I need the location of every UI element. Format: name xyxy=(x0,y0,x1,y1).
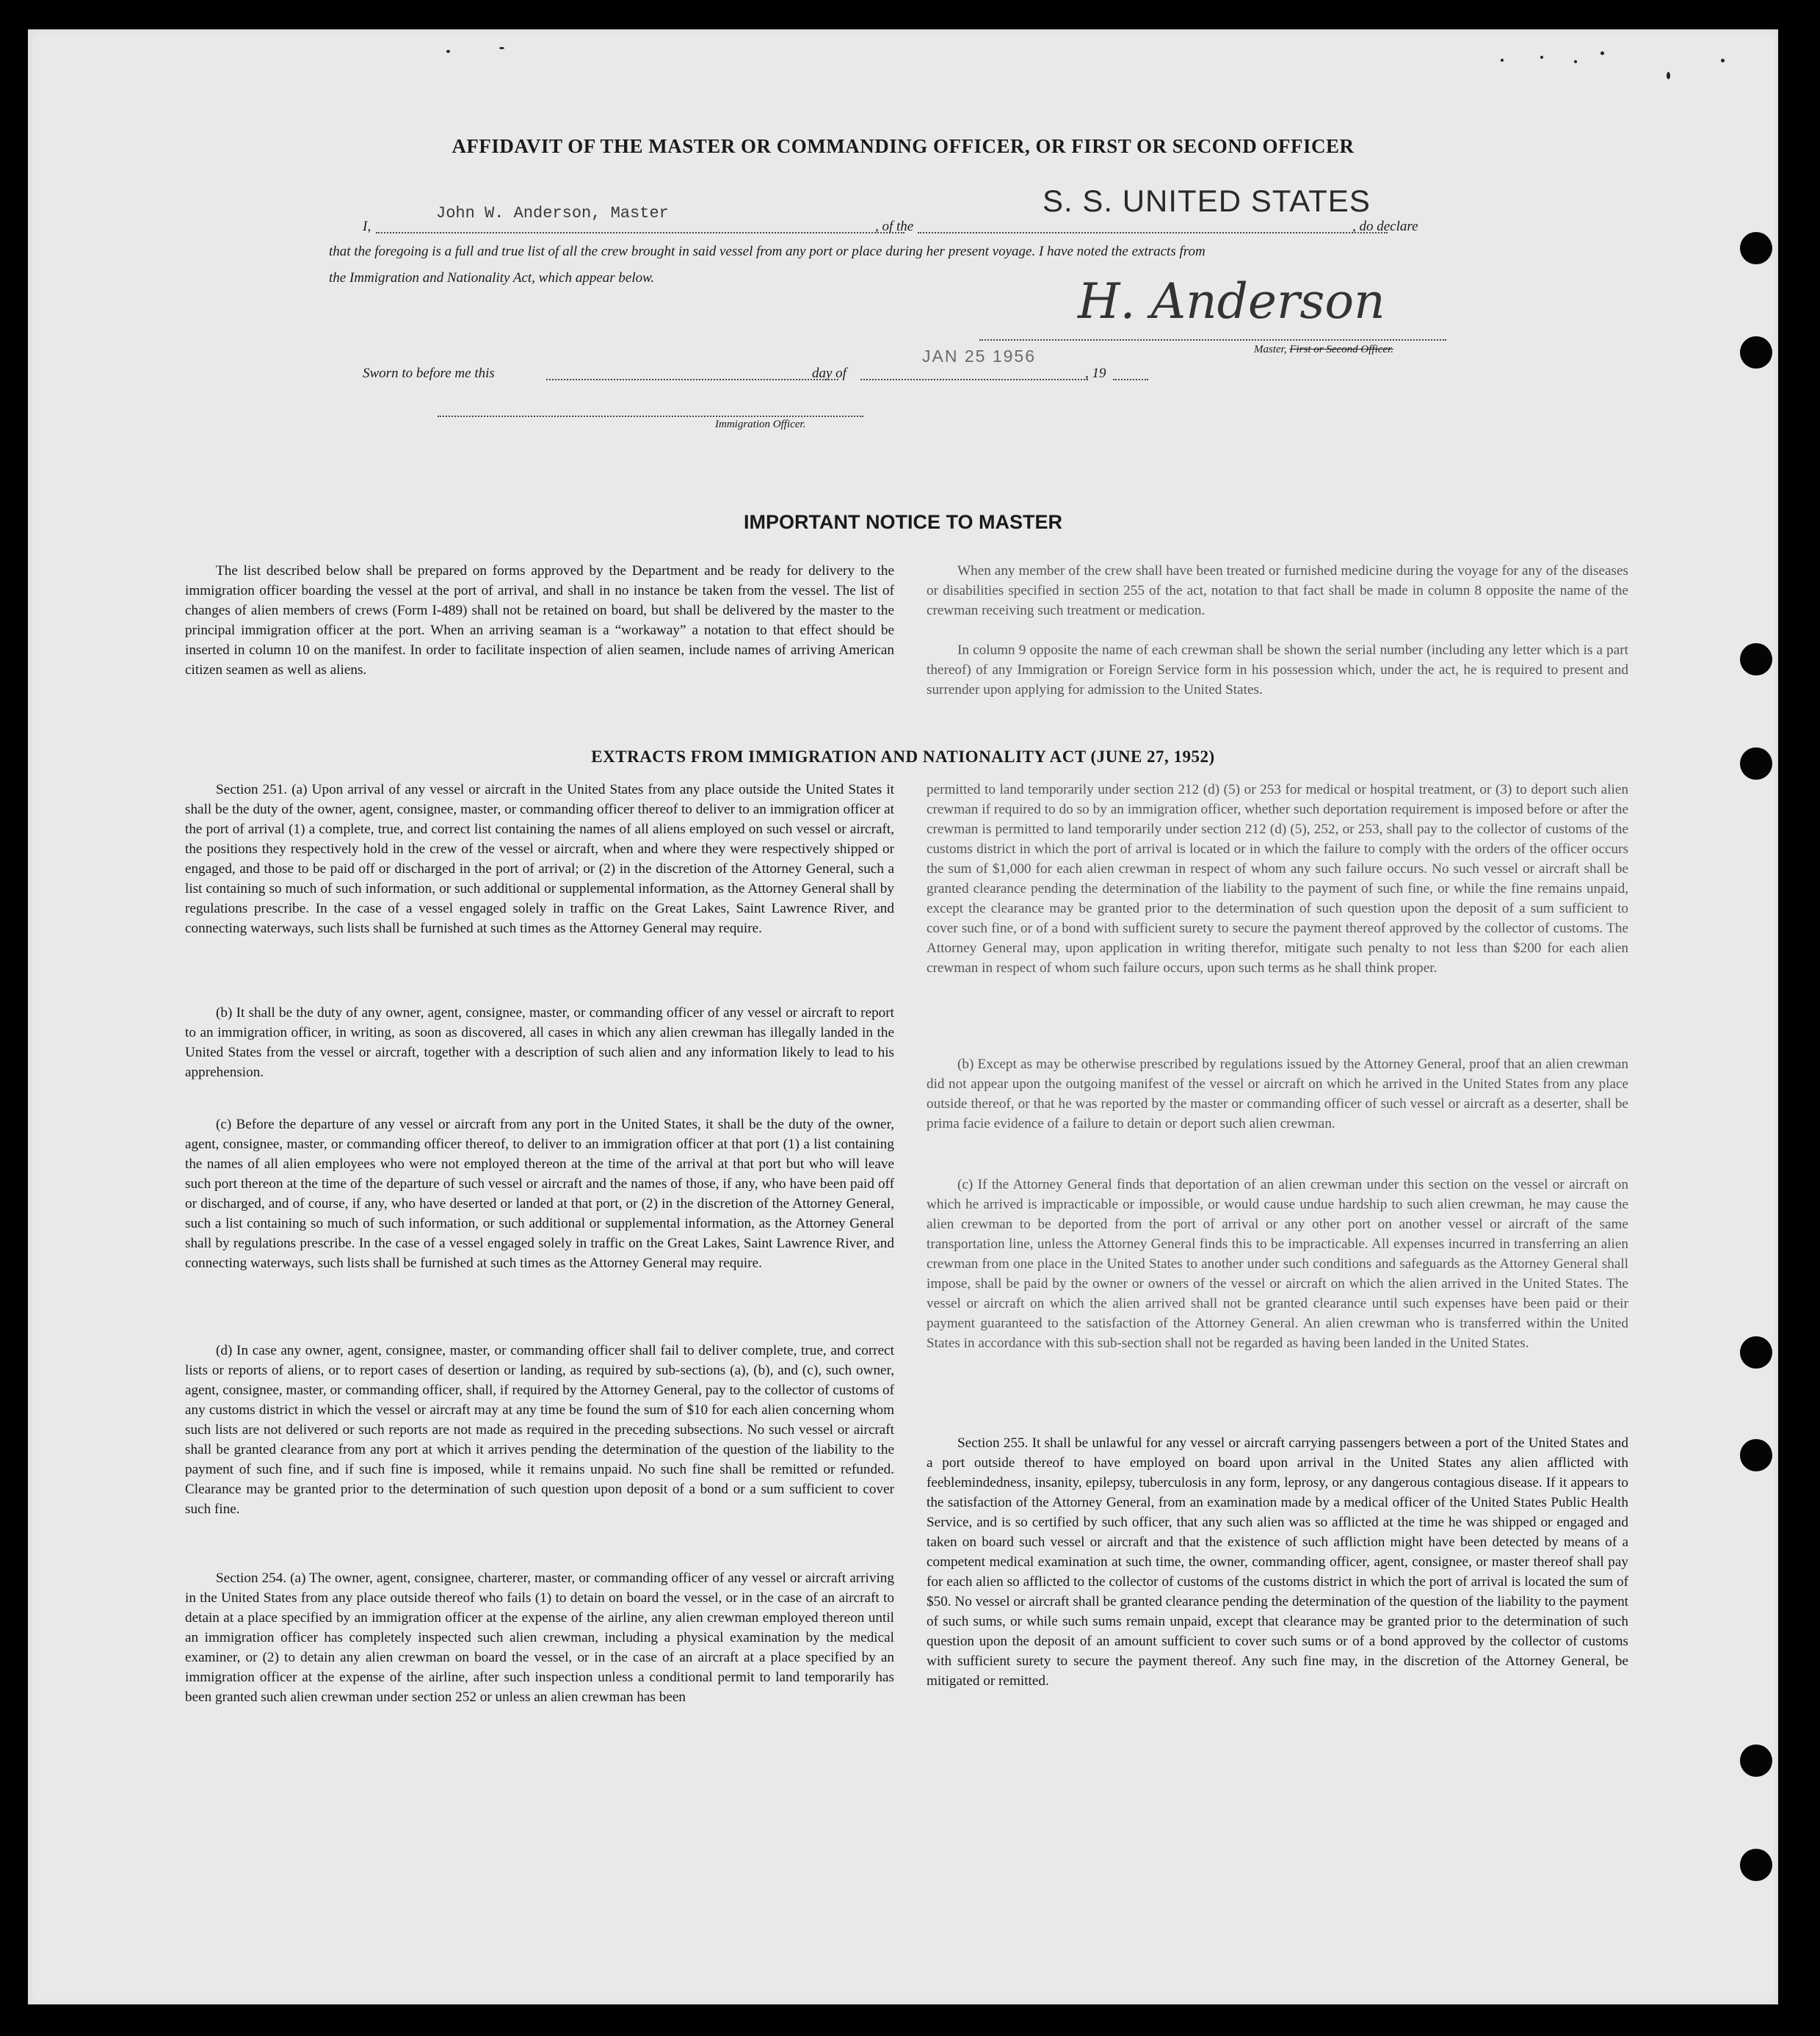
scan-speck xyxy=(1540,56,1543,59)
of-the-label: , of the xyxy=(875,219,914,234)
notice-right-paragraph-1: When any member of the crew shall have been treated or furnished medicine during the voyage for any of the diseases or disabilities specified in section 255 of the act, notation to that fact shall be made in column 8 opposite the name of the crewman receiving such treatment or medication. xyxy=(927,563,1628,618)
section-254-a: Section 254. (a) The owner, agent, consignee, charterer, master, or commanding officer of any vessel or aircraft arriving in the United States from any place outside thereof who fails (1) to detain on board the vessel, or in the case of an aircraft to detain at a place specified by an immigration officer at the expense of the airline, any alien crewman employed thereon until an immigration officer has completely inspected such alien crewman, including a physical examination by the medical examiner, or (2) to detain any alien crewman on board the vessel, or in the case of an aircraft at a place specified by an immigration officer at the expense of the airline, after such inspection unless a conditional permit to land temporarily has been granted such alien crewman under section 252 or unless an alien crewman has been xyxy=(185,1571,894,1705)
day-of-label: day of xyxy=(812,366,846,381)
section-254-c: (c) If the Attorney General finds that deportation of an alien crewman under this section on the vessel or aircraft on which he arrived is impracticable or impossible, or would cause undue hardship to such alien crewman, he may cause the alien crewman to be deported from the port of arrival or any other port on another vessel or aircraft of the same transportation line, unless the Attorney General finds this to be impracticable. All expenses incurred in transferring an alien crewman from one place in the United States to another under such conditions and safeguards as the Attorney General shall impose, shall be paid by the owner or owners of the vessel or aircraft on which the alien arrived in the United States. The vessel or aircraft on which the alien arrived shall not be granted clearance until such expenses have been paid or their payment guaranteed to the satisfaction of the Attorney General. An alien crewman who is transferred within the United States in accordance with this sub-section shall not be regarded as having been landed in the United States. xyxy=(927,1177,1628,1351)
date-stamp: JAN 25 1956 xyxy=(922,347,1036,366)
section-251-b: (b) It shall be the duty of any owner, agent, consignee, master, or commanding officer of any vessel or aircraft to report to an immigration officer, in writing, as soon as discovered, all cases in which any alien crewman has illegally landed in the United States from the vessel or aircraft, together with a description of such alien and any information likely to lead to his apprehension. xyxy=(185,1005,894,1080)
punch-hole xyxy=(1740,1849,1772,1881)
statement-line-2: the Immigration and Nationality Act, which appear below. xyxy=(329,270,655,286)
scan-speck xyxy=(1600,51,1604,55)
declarant-line xyxy=(376,232,904,233)
i-label: I, xyxy=(363,219,371,234)
notice-title: IMPORTANT NOTICE TO MASTER xyxy=(744,511,1062,533)
scan-speck xyxy=(1574,60,1577,63)
scan-speck xyxy=(1721,59,1725,62)
document-page xyxy=(28,29,1778,2004)
declarant-name: John W. Anderson, Master xyxy=(436,204,669,222)
caption-master: Master, xyxy=(1254,344,1287,355)
scan-speck xyxy=(1667,72,1670,79)
punch-hole xyxy=(1740,1336,1772,1369)
notice-left-paragraph: The list described below shall be prepared on forms approved by the Department and be ready for delivery to the immigration officer boarding the vessel at the port of arrival, and shall in no instance be taken from the vessel. The list of changes of alien members of crews (Form I-489) shall not be retained on board, but shall be delivered by the master to the principal immigration officer at the port. When an arriving seaman is a “workaway” a notation to that effect should be inserted in column 10 on the manifest. In order to facilitate inspection of alien seamen, include names of arriving American citizen seamen as well as aliens. xyxy=(185,563,894,678)
vessel-name: S. S. UNITED STATES xyxy=(1043,184,1371,218)
punch-hole xyxy=(1740,232,1772,264)
vessel-line xyxy=(918,232,1388,233)
punch-hole xyxy=(1740,1745,1772,1777)
section-251-c: (c) Before the departure of any vessel or aircraft from any port in the United States, it shall be the duty of the owner, agent, consignee, master, or commanding officer thereof, to deliver to an immigration officer at that port (1) a list containing the names of all alien employees who were not employed thereon at the time of the arrival at that port but who will leave such port thereon at the time of the departure of such vessel or aircraft and the names of those, if any, who have been paid off or discharged, and of course, if any, who have deserted or landed at that port, or (2) in the discretion of the Attorney General, such a list containing so much of such information, or such additional or supplemental information, as the Attorney General shall by regulations prescribe. In the case of a vessel engaged solely in traffic on the Great Lakes, Saint Lawrence River, and connecting waterways, such lists shall be furnished at such times as the Attorney General may require. xyxy=(185,1117,894,1271)
section-251-a: Section 251. (a) Upon arrival of any vessel or aircraft in the United States from any place outside the United States it shall be the duty of the owner, agent, consignee, master, or commanding officer thereof to deliver to an immigration officer at the port of arrival (1) a complete, true, and correct list containing the names of all aliens employed on such vessel or aircraft, the positions they respectively hold in the crew of the vessel or aircraft, when and where they were respectively shipped or engaged, and those to be paid off or discharged in the port of arrival; or (2) in the discretion of the Attorney General, such a list containing so much of such information, or such additional or supplemental information, as the Attorney General shall by regulations prescribe. In the case of a vessel engaged solely in traffic on the Great Lakes, Saint Lawrence River, and connecting waterways, such lists shall be furnished at such times as the Attorney General may require. xyxy=(185,782,894,936)
section-254-b: (b) Except as may be otherwise prescribed by regulations issued by the Attorney General, proof that an alien crewman did not appear upon the outgoing manifest of the vessel or aircraft on which he arrived in the United States from any place outside thereof, or that he was reported by the master or commanding officer of such vessel or aircraft as a deserter, shall be prima facie evidence of a failure to detain or deport such alien crewman. xyxy=(927,1057,1628,1131)
statement-line-1: that the foregoing is a full and true list of all the crew brought in said vessel from any port or place during her present voyage. I have noted the extracts from xyxy=(329,244,1206,259)
section-251-d: (d) In case any owner, agent, consignee, master, or commanding officer shall fail to deliver complete, true, and correct lists or reports of aliens, or to report cases of desertion or landing, as required by sub-sections (a), (b), and (c), such owner, agent, consignee, master, or commanding officer, shall, if required by the Attorney General, pay to the collector of customs of any customs district in which the vessel or aircraft may at any time be found the sum of $10 for each alien concerning whom such lists are not delivered or such reports are not made as required in the preceding subsections. No such vessel or aircraft shall be granted clearance from any port at which it arrives pending the determination of the question of the liability to the payment of such fine, and if such fine is imposed, while it remains unpaid. No such fine shall be remitted or refunded. Clearance may be granted prior to the determination of such question upon deposit of a bond or a sum sufficient to cover such fine. xyxy=(185,1343,894,1517)
year-prefix: , 19 xyxy=(1085,366,1106,381)
sworn-day-line xyxy=(546,379,838,380)
immigration-officer-line xyxy=(438,416,863,417)
notice-right-paragraph-2: In column 9 opposite the name of each crewman shall be shown the serial number (including any letter which is a part thereof) of any Immigration or Foreign Service form in his possession which, under the act, he is required to present and surrender upon applying for admission to the United States. xyxy=(927,642,1628,698)
affidavit-title: AFFIDAVIT OF THE MASTER OR COMMANDING OFFICER, OR FIRST OR SECOND OFFICER xyxy=(452,135,1355,157)
signature-caption xyxy=(1254,344,1393,356)
caption-struck-officer: First or Second Officer. xyxy=(1289,344,1393,355)
signature-line xyxy=(979,339,1446,341)
punch-hole xyxy=(1740,643,1772,675)
do-declare-label: , do declare xyxy=(1352,219,1418,234)
scan-speck xyxy=(499,47,504,49)
sworn-label: Sworn to before me this xyxy=(363,366,495,381)
extracts-title: EXTRACTS FROM IMMIGRATION AND NATIONALITY ACT (JUNE 27, 1952) xyxy=(591,747,1215,766)
master-signature: H. Anderson xyxy=(1078,273,1385,330)
punch-hole xyxy=(1740,1439,1772,1471)
section-255: Section 255. It shall be unlawful for any vessel or aircraft carrying passengers between a port of the United States and a port outside thereof to have employed on board upon arrival in the United States any alien afflicted with feeblemindedness, insanity, epilepsy, tuberculosis in any form, leprosy, or any dangerous contagious disease. If it appears to the satisfaction of the Attorney General, from an examination made by a medical officer of the United States Public Health Service, and is so certified by such officer, that any such alien was so afflicted at the time he was shipped or engaged and taken on board such vessel or aircraft and that the existence of such affliction might have been detected by means of a competent medical examination at such time, the owner, commanding officer, agent, consignee, or master thereof shall pay for each alien so afflicted to the collector of customs of the customs district in which the port of arrival is located the sum of $50. No vessel or aircraft shall be granted clearance pending the determination of the question of the liability to the payment of such sums, or while such sums remain unpaid, except that clearance may be granted prior to the determination of such question upon the deposit of an amount sufficient to cover such sums or of a bond approved by the collector of customs with sufficient surety to secure the payment thereof. Any such fine may, in the discretion of the Attorney General, be mitigated or remitted. xyxy=(927,1435,1628,1689)
section-254-a-continued: permitted to land temporarily under section 212 (d) (5) or 253 for medical or hospital treatment, or (3) to deport such alien crewman if required to do so by an immigration officer, whether such deportation requirement is imposed before or after the crewman is permitted to land temporarily under section 212 (d) (5), 252, or 253, shall pay to the collector of customs of the customs district in which the port of arrival is located or in which the failure to comply with the orders of the officer occurs the sum of $1,000 for each alien crewman in respect of whom any such failure occurs. No such vessel or aircraft shall be granted clearance pending the determination of the liability to the payment of such fine, or while the fine remains unpaid, except the clearance may be granted prior to the determination of such question upon the deposit of a sum sufficient to cover such fine, or of a bond with sufficient surety to secure the payment thereof approved by the collector of customs. The Attorney General may, upon application in writing therefor, mitigate such penalty to not less than $200 for each alien crewman in respect of whom such failure occurs, upon such terms as he shall think proper. xyxy=(927,782,1628,976)
punch-hole xyxy=(1740,336,1772,369)
sworn-month-line xyxy=(860,379,1088,380)
year-line xyxy=(1113,379,1148,380)
scan-speck xyxy=(1501,59,1504,62)
immigration-officer-label: Immigration Officer. xyxy=(715,419,806,430)
scan-speck xyxy=(446,50,450,53)
